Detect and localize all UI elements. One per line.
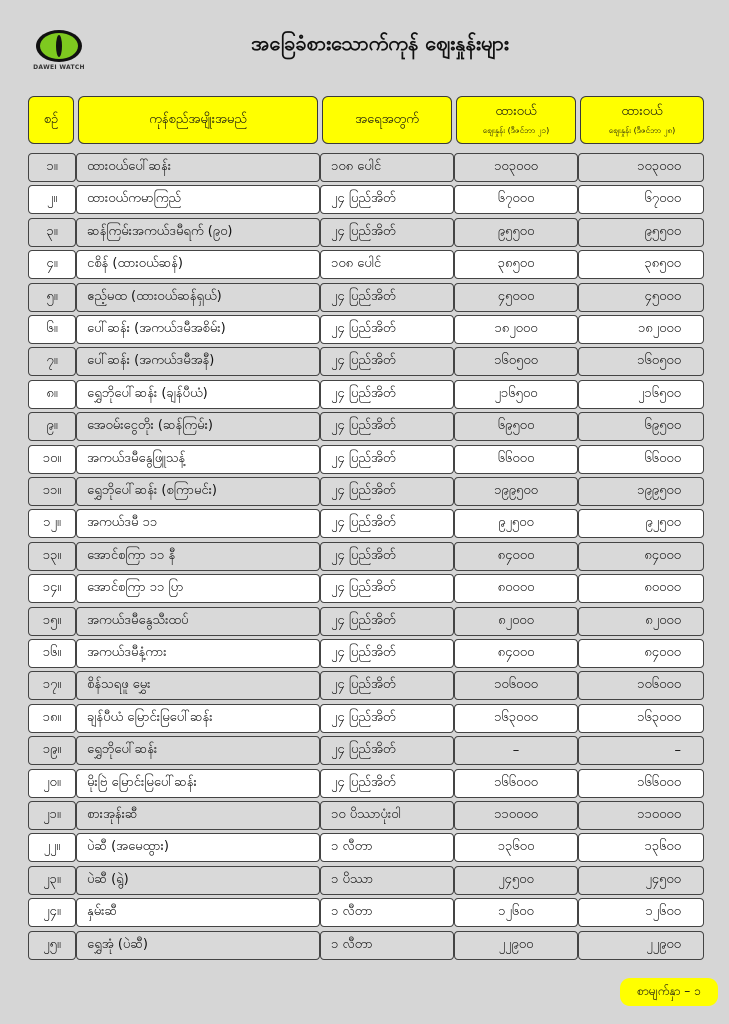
row-number: ၁၆။ (28, 639, 76, 668)
price-dec28: ၈၂၀၀၀ (578, 607, 704, 636)
price-dec28: ၁၆၆၀၀၀ (578, 769, 704, 798)
item-name: မိုးဗြဲ မြောင်းမြပေါ်ဆန်း (76, 769, 320, 798)
price-dec21: ၆၉၅၀၀ (454, 412, 578, 441)
item-name: ရွှေအုံ (ပဲဆီ) (76, 931, 320, 960)
item-unit: ၁ ပိဿာ (320, 866, 454, 895)
header-name (78, 96, 318, 144)
price-dec21: ၂၁၆၅၀၀ (454, 380, 578, 409)
price-dec21: ၂၄၅၀၀ (454, 866, 578, 895)
price-dec21: ၁၈၂၀၀၀ (454, 315, 578, 344)
price-dec28: ၁၉၉၅၀၀ (578, 477, 704, 506)
price-dec21: ၉၂၅၀၀ (454, 509, 578, 538)
price-dec28: ၂၂၉၀၀ (578, 931, 704, 960)
row-number: ၇။ (28, 347, 76, 376)
price-dec28: ၁၆၃၀၀၀ (578, 704, 704, 733)
price-dec21: – (454, 736, 578, 765)
price-dec21: ၁၆၃၀၀၀ (454, 704, 578, 733)
item-unit: ၂၄ ပြည်အိတ် (320, 509, 454, 538)
table-row (28, 477, 704, 506)
header-price2-sub: ဈေးနှုန်း (ဒီဇင်ဘာ ၂၈) (608, 126, 676, 135)
price-dec28: ၄၅၀၀၀ (578, 283, 704, 312)
item-unit: ၂၄ ပြည်အိတ် (320, 477, 454, 506)
row-number: ၈။ (28, 380, 76, 409)
item-unit: ၂၄ ပြည်အိတ် (320, 542, 454, 571)
price-dec28: ၈၀၀၀၀ (578, 574, 704, 603)
price-dec28: ၉၅၅၀၀ (578, 218, 704, 247)
table-row (28, 769, 704, 798)
item-name: ရွှေဘိုပေါ်ဆန်း (ချန်ပီယံ) (76, 380, 320, 409)
table-row (28, 574, 704, 603)
item-unit: ၂၄ ပြည်အိတ် (320, 736, 454, 765)
price-dec28: ၁၀၆၀၀၀ (578, 671, 704, 700)
price-dec28: ၃၈၅၀၀ (578, 250, 704, 279)
item-name: ငစိန် (ထားဝယ်ဆန်) (76, 250, 320, 279)
item-unit: ၁၀ ပိဿာပုံးဝါ (320, 801, 454, 830)
item-unit: ၂၄ ပြည်အိတ် (320, 283, 454, 312)
item-name: အောင်စကြာ ၁၁ နီ (76, 542, 320, 571)
table-row (28, 185, 704, 214)
item-name: ရွှေဘိုပေါ်ဆန်း (76, 736, 320, 765)
header-price1-label: ထားဝယ် (495, 104, 537, 119)
header-name-label: ကုန်စည်အမျိုးအမည် (149, 111, 247, 127)
price-dec28: ၁၃၆၀၀ (578, 833, 704, 862)
price-dec21: ၁၉၉၅၀၀ (454, 477, 578, 506)
row-number: ၃။ (28, 218, 76, 247)
table-row (28, 380, 704, 409)
price-dec28: – (578, 736, 704, 765)
price-dec21: ၆၇၀၀၀ (454, 185, 578, 214)
price-dec28: ၂၄၅၀၀ (578, 866, 704, 895)
item-name: ပဲဆီ (ရွဲ) (76, 866, 320, 895)
price-dec28: ၉၂၅၀၀ (578, 509, 704, 538)
item-name: အေဝမ်းငွေတိုး (ဆန်ကြမ်း) (76, 412, 320, 441)
row-number: ၂၄။ (28, 898, 76, 927)
row-number: ၅။ (28, 283, 76, 312)
table-row (28, 347, 704, 376)
item-unit: ၂၄ ပြည်အိတ် (320, 445, 454, 474)
table-row (28, 283, 704, 312)
page-title: အခြေခံစားသောက်ကုန် ဈေးနှုန်းများ (251, 31, 509, 55)
row-number: ၁၉။ (28, 736, 76, 765)
price-dec28: ၁၀၃၀၀၀ (578, 153, 704, 182)
table-row (28, 315, 704, 344)
item-unit: ၁၀၈ ပေါင် (320, 153, 454, 182)
item-name: နှမ်းဆီ (76, 898, 320, 927)
table-row (28, 153, 704, 182)
price-dec21: ၈၀၀၀၀ (454, 574, 578, 603)
table-row (28, 866, 704, 895)
price-dec28: ၆၇၀၀၀ (578, 185, 704, 214)
header-unit (322, 96, 452, 144)
header-no (28, 96, 74, 144)
price-dec28: ၁၈၂၀၀၀ (578, 315, 704, 344)
row-number: ၁၅။ (28, 607, 76, 636)
row-number: ၂၃။ (28, 866, 76, 895)
price-dec21: ၁၀၃၀၀၀ (454, 153, 578, 182)
item-name: ရွှေဘိုပေါ်ဆန်း (စကြာမင်း) (76, 477, 320, 506)
item-name: ထားဝယ်ပေါ်ဆန်း (76, 153, 320, 182)
row-number: ၂၂။ (28, 833, 76, 862)
item-name: အကယ်ဒမီ ၁၁ (76, 509, 320, 538)
item-unit: ၁ လီတာ (320, 833, 454, 862)
eye-logo-icon (34, 28, 84, 64)
dawei-watch-logo (24, 26, 94, 76)
item-name: အကယ်ဒမီနံ့ကား (76, 639, 320, 668)
row-number: ၁၃။ (28, 542, 76, 571)
price-dec21: ၁၂၆၀၀ (454, 898, 578, 927)
price-dec28: ၁၂၆၀၀ (578, 898, 704, 927)
price-dec28: ၁၆၀၅၀၀ (578, 347, 704, 376)
table-row (28, 218, 704, 247)
item-name: ချန်ပီယံ မြောင်းမြပေါ်ဆန်း (76, 704, 320, 733)
page-number: စာမျက်နှာ – ၁ (637, 984, 701, 998)
price-dec21: ၁၆၀၅၀၀ (454, 347, 578, 376)
row-number: ၄။ (28, 250, 76, 279)
item-name: အကယ်ဒမီနွေသီးထပ် (76, 607, 320, 636)
item-unit: ၂၄ ပြည်အိတ် (320, 607, 454, 636)
item-name: စိန်သရဖူ မွှေး (76, 671, 320, 700)
logo-text: DAWEI WATCH (33, 64, 85, 71)
header-price1-sub: ဈေးနှုန်း (ဒီဇင်ဘာ ၂၁) (482, 126, 550, 135)
row-number: ၂၁။ (28, 801, 76, 830)
item-unit: ၂၄ ပြည်အိတ် (320, 412, 454, 441)
item-unit: ၂၄ ပြည်အိတ် (320, 218, 454, 247)
item-name: ဧည့်မထ (ထားဝယ်ဆန်ရှယ်) (76, 283, 320, 312)
table-row (28, 833, 704, 862)
item-name: ပေါ်ဆန်း (အကယ်ဒမီအစိမ်း) (76, 315, 320, 344)
price-dec21: ၈၄၀၀၀ (454, 639, 578, 668)
price-dec21: ၈၄၀၀၀ (454, 542, 578, 571)
price-dec28: ၁၁၀၀၀၀ (578, 801, 704, 830)
table-row (28, 250, 704, 279)
price-dec28: ၆၉၅၀၀ (578, 412, 704, 441)
row-number: ၁၇။ (28, 671, 76, 700)
header-no-label: စဉ် (43, 111, 59, 127)
price-dec21: ၁၀၆၀၀၀ (454, 671, 578, 700)
item-unit: ၂၄ ပြည်အိတ် (320, 639, 454, 668)
item-unit: ၂၄ ပြည်အိတ် (320, 380, 454, 409)
row-number: ၁၁။ (28, 477, 76, 506)
table-row (28, 898, 704, 927)
row-number: ၂။ (28, 185, 76, 214)
item-unit: ၁ လီတာ (320, 898, 454, 927)
price-dec21: ၁၃၆၀၀ (454, 833, 578, 862)
price-dec21: ၆၆၀၀၀ (454, 445, 578, 474)
row-number: ၁၈။ (28, 704, 76, 733)
table-row (28, 736, 704, 765)
item-name: ဆန်ကြမ်းအကယ်ဒမီရက် (၉၀) (76, 218, 320, 247)
item-name: ထားဝယ်ကမာကြည် (76, 185, 320, 214)
item-name: ပဲဆီ (အမေထွား) (76, 833, 320, 862)
row-number: ၁၄။ (28, 574, 76, 603)
row-number: ၂၅။ (28, 931, 76, 960)
table-row (28, 671, 704, 700)
item-unit: ၁ လီတာ (320, 931, 454, 960)
item-name: ပေါ်ဆန်း (အကယ်ဒမီအနီ) (76, 347, 320, 376)
price-dec28: ၂၁၆၅၀၀ (578, 380, 704, 409)
price-dec21: ၁၁၀၀၀၀ (454, 801, 578, 830)
item-name: အကယ်ဒမီနွေဖြူသန့် (76, 445, 320, 474)
price-dec21: ၉၅၅၀၀ (454, 218, 578, 247)
table-row (28, 931, 704, 960)
item-unit: ၂၄ ပြည်အိတ် (320, 671, 454, 700)
item-unit: ၂၄ ပြည်အိတ် (320, 769, 454, 798)
price-dec21: ၂၂၉၀၀ (454, 931, 578, 960)
price-dec21: ၄၅၀၀၀ (454, 283, 578, 312)
row-number: ၂၀။ (28, 769, 76, 798)
table-row (28, 801, 704, 830)
item-unit: ၁၀၈ ပေါင် (320, 250, 454, 279)
header-price2 (580, 96, 704, 144)
row-number: ၁၀။ (28, 445, 76, 474)
item-name: အောင်စကြာ ၁၁ ပြာ (76, 574, 320, 603)
table-row (28, 639, 704, 668)
price-dec28: ၈၄၀၀၀ (578, 542, 704, 571)
header-unit-label: အရေအတွက် (355, 111, 419, 127)
item-unit: ၂၄ ပြည်အိတ် (320, 347, 454, 376)
price-dec28: ၈၄၀၀၀ (578, 639, 704, 668)
row-number: ၉။ (28, 412, 76, 441)
price-dec21: ၃၈၅၀၀ (454, 250, 578, 279)
item-unit: ၂၄ ပြည်အိတ် (320, 315, 454, 344)
table-row (28, 412, 704, 441)
header-price1 (456, 96, 576, 144)
item-unit: ၂၄ ပြည်အိတ် (320, 574, 454, 603)
header-price2-label: ထားဝယ် (621, 104, 663, 119)
item-unit: ၂၄ ပြည်အိတ် (320, 185, 454, 214)
item-unit: ၂၄ ပြည်အိတ် (320, 704, 454, 733)
item-name: စားအုန်းဆီ (76, 801, 320, 830)
row-number: ၆။ (28, 315, 76, 344)
table-row (28, 509, 704, 538)
table-row (28, 704, 704, 733)
table-row (28, 542, 704, 571)
row-number: ၁။ (28, 153, 76, 182)
table-row (28, 607, 704, 636)
row-number: ၁၂။ (28, 509, 76, 538)
price-dec21: ၈၂၀၀၀ (454, 607, 578, 636)
table-row (28, 445, 704, 474)
price-dec28: ၆၆၀၀၀ (578, 445, 704, 474)
page-number-badge (620, 978, 718, 1006)
price-dec21: ၁၆၆၀၀၀ (454, 769, 578, 798)
